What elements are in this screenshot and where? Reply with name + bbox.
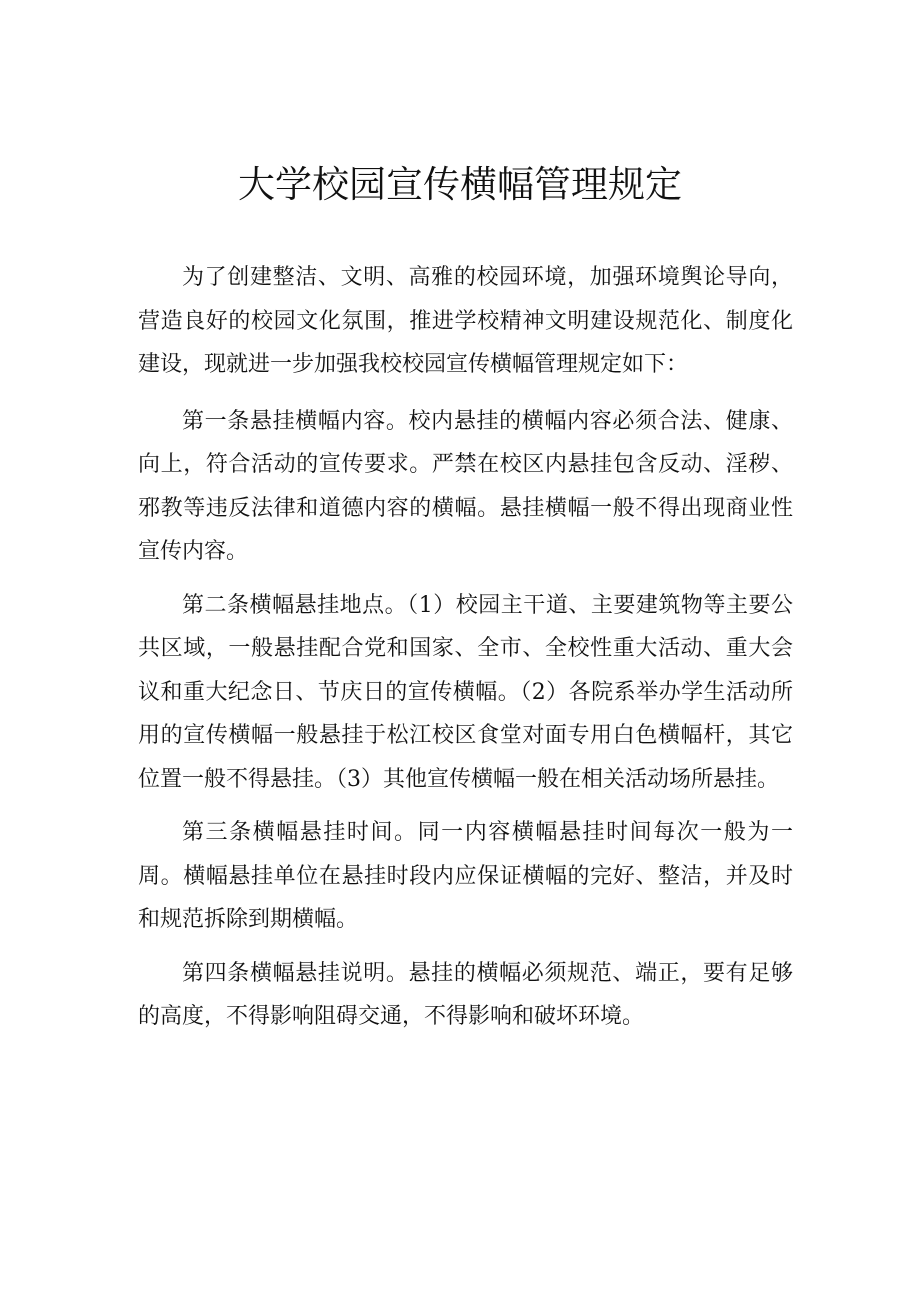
paragraph-article-2: 第二条横幅悬挂地点。（1）校园主干道、主要建筑物等主要公共区域，一般悬挂配合党和国家、全市、全校性重大活动、重大会议和重大纪念日、节庆日的宣传横幅。（2）各院系举办学生活动所用的宣传横幅一般悬挂于松江校区食堂对面专用白色横幅杆，其它位置一般不得悬挂。（3）其他宣传横幅一般在相关活动场所悬挂。 (138, 592, 793, 792)
paragraph-article-1: 第一条悬挂横幅内容。校内悬挂的横幅内容必须合法、健康、向上，符合活动的宣传要求。严禁在校区内悬挂包含反动、淫秽、邪教等违反法律和道德内容的横幅。悬挂横幅一般不得出现商业性宣传内容。 (138, 408, 793, 564)
paragraph-article-4: 第四条横幅悬挂说明。悬挂的横幅必须规范、端正，要有足够的高度，不得影响阻碍交通，不得影响和破坏环境。 (138, 960, 793, 1029)
document-title: 大学校园宣传横幅管理规定 (238, 163, 682, 206)
document-body (138, 256, 793, 1049)
paragraph-intro: 为了创建整洁、文明、高雅的校园环境，加强环境舆论导向，营造良好的校园文化氛围，推进学校精神文明建设规范化、制度化建设，现就进一步加强我校校园宣传横幅管理规定如下： (138, 265, 793, 377)
paragraph-article-3: 第三条横幅悬挂时间。同一内容横幅悬挂时间每次一般为一周。横幅悬挂单位在悬挂时段内应保证横幅的完好、整洁，并及时和规范拆除到期横幅。 (138, 820, 793, 932)
